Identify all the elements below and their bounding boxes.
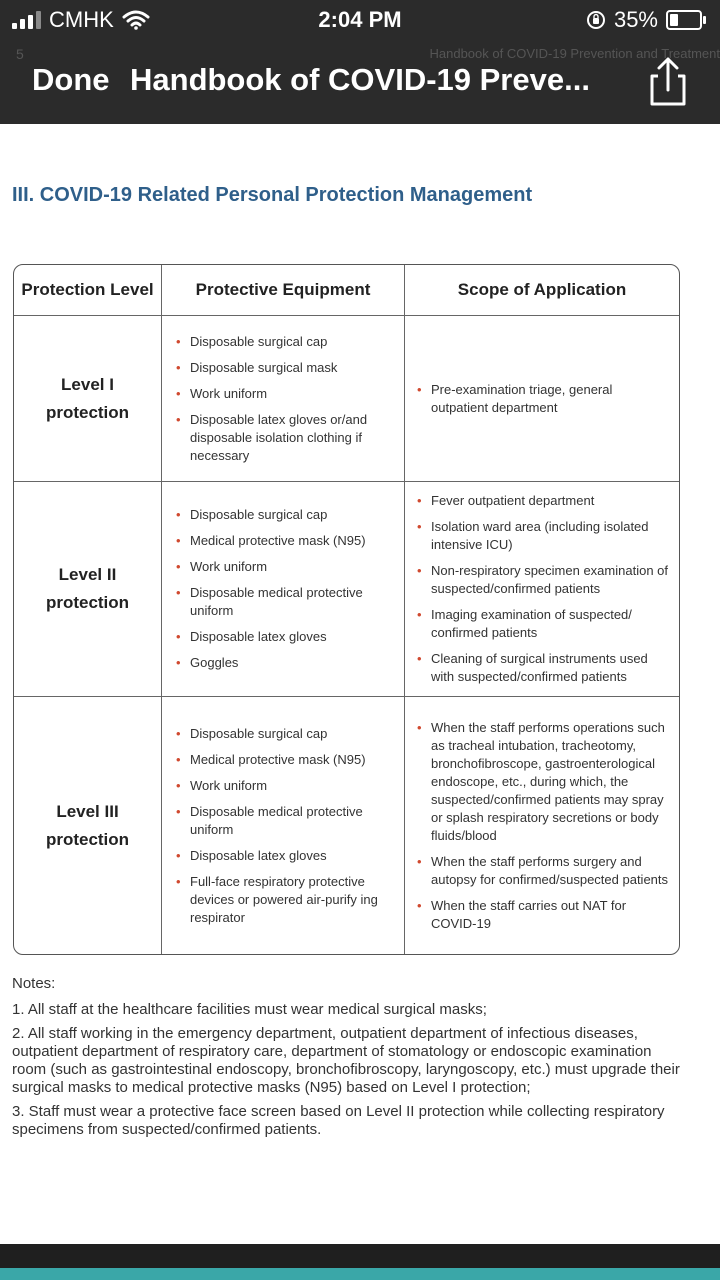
protection-level-label: protection [45,402,130,422]
clock: 2:04 PM [318,7,402,32]
equipment-item: • Work uniform [176,777,396,795]
equipment-item: • Medical protective mask (N95) [176,751,396,769]
protection-level-cell [14,697,162,954]
battery-percent: 35% [613,7,658,32]
equipment-cell-list [176,506,396,672]
note-item: 1. All staff at the healthcare facilities must wear medical surgical masks; [12,1001,487,1018]
header-protective-equipment: Protective Equipment [162,265,405,316]
bottom-toolbar [0,1244,720,1268]
equipment-item: • Work uniform [176,558,396,576]
equipment-item: • Disposable medical protective uniform [176,584,396,620]
notes [12,975,688,1145]
equipment-item: • Disposable surgical cap [176,506,396,524]
equipment-item: • Disposable medical protective uniform [176,803,396,839]
done-button[interactable]: Done [32,62,110,97]
ghost-running-header: Handbook of COVID-19 Prevention and Treatment [429,46,720,61]
nav-bar [0,40,720,124]
equipment-cell [162,316,405,482]
protection-level-label: protection [45,593,130,612]
status-right [586,7,702,33]
equipment-item: • Disposable surgical cap [176,333,396,351]
equipment-item: • Disposable surgical cap [176,725,396,743]
equipment-cell [162,697,405,954]
protection-level-label: protection [45,829,130,849]
battery-icon [666,10,702,30]
scope-cell-list [417,719,671,933]
document-title: Handbook of COVID-19 Preve... [130,62,590,97]
scope-cell-list [417,381,671,417]
table-header-row [14,265,679,316]
equipment-item: • Disposable latex gloves [176,628,396,646]
equipment-item: • Medical protective mask (N95) [176,532,396,550]
scope-item: • When the staff carries out NAT for COVID-19 [417,897,671,933]
share-icon[interactable] [644,56,692,108]
scope-item: • Cleaning of surgical instruments used with suspected/confirmed patients [417,650,671,686]
orientation-lock-icon [586,10,606,30]
equipment-item: • Work uniform [176,385,396,403]
ghost-page-number: 5 [16,46,24,62]
scope-item: • When the staff performs operations such as tracheal intubation, tracheotomy, bronchofibroscope, gastroenterological endoscope, etc., during which, the suspected/confirmed patients may spray or splash respiratory secretions or body fluids/blood [417,719,671,845]
protection-level-cell [14,316,162,482]
header-protection-level: Protection Level [14,265,162,316]
equipment-item: • Disposable surgical mask [176,359,396,377]
scope-cell-list [417,492,671,686]
carrier-label: CMHK [49,7,114,32]
scope-item: • Non-respiratory specimen examination of suspected/confirmed patients [417,562,671,598]
section-title: III. COVID-19 Related Personal Protection Management [12,184,533,206]
scope-cell [405,316,679,482]
status-bar [0,0,720,40]
table-row [14,482,679,697]
protection-level-label: Level II [58,565,117,584]
protection-level-cell [14,482,162,697]
scope-cell [405,482,679,697]
protection-level-label: Level I [61,374,114,394]
scope-item: • Pre-examination triage, general outpatient department [417,381,671,417]
equipment-item: • Full-face respiratory protective devices or powered air-purify ing respirator [176,873,396,927]
scope-item: • When the staff performs surgery and autopsy for confirmed/suspected patients [417,853,671,889]
scope-cell [405,697,679,954]
scope-item: • Fever outpatient department [417,492,671,510]
note-item: 3. Staff must wear a protective face screen based on Level II protection while collecting respiratory specimens from suspected/confirmed patients. [12,1103,665,1138]
protection-level-label: Level III [56,801,119,821]
bottom-accent-strip [0,1268,720,1280]
scope-item: • Isolation ward area (including isolated intensive ICU) [417,518,671,554]
header-scope-of-application: Scope of Application [405,265,679,316]
notes-heading: Notes: [12,975,56,992]
equipment-item: • Goggles [176,654,396,672]
table-row [14,316,679,482]
equipment-item: • Disposable latex gloves [176,847,396,865]
note-item: 2. All staff working in the emergency department, outpatient department of infectious diseases, outpatient department of respiratory care, department of stomatology or endoscopic examination room (such as gastrointestinal endoscopy, bronchofibroscopy, laryngoscopy, etc.) must upgrade their surgical masks to medical protective masks (N95) based on Level I protection; [12,1025,680,1096]
equipment-cell-list [176,725,396,927]
equipment-cell [162,482,405,697]
equipment-item: • Disposable latex gloves or/and disposable isolation clothing if necessary [176,411,396,465]
equipment-cell-list [176,333,396,465]
protection-table [13,264,680,955]
table-row [14,697,679,954]
scope-item: • Imaging examination of suspected/ confirmed patients [417,606,671,642]
